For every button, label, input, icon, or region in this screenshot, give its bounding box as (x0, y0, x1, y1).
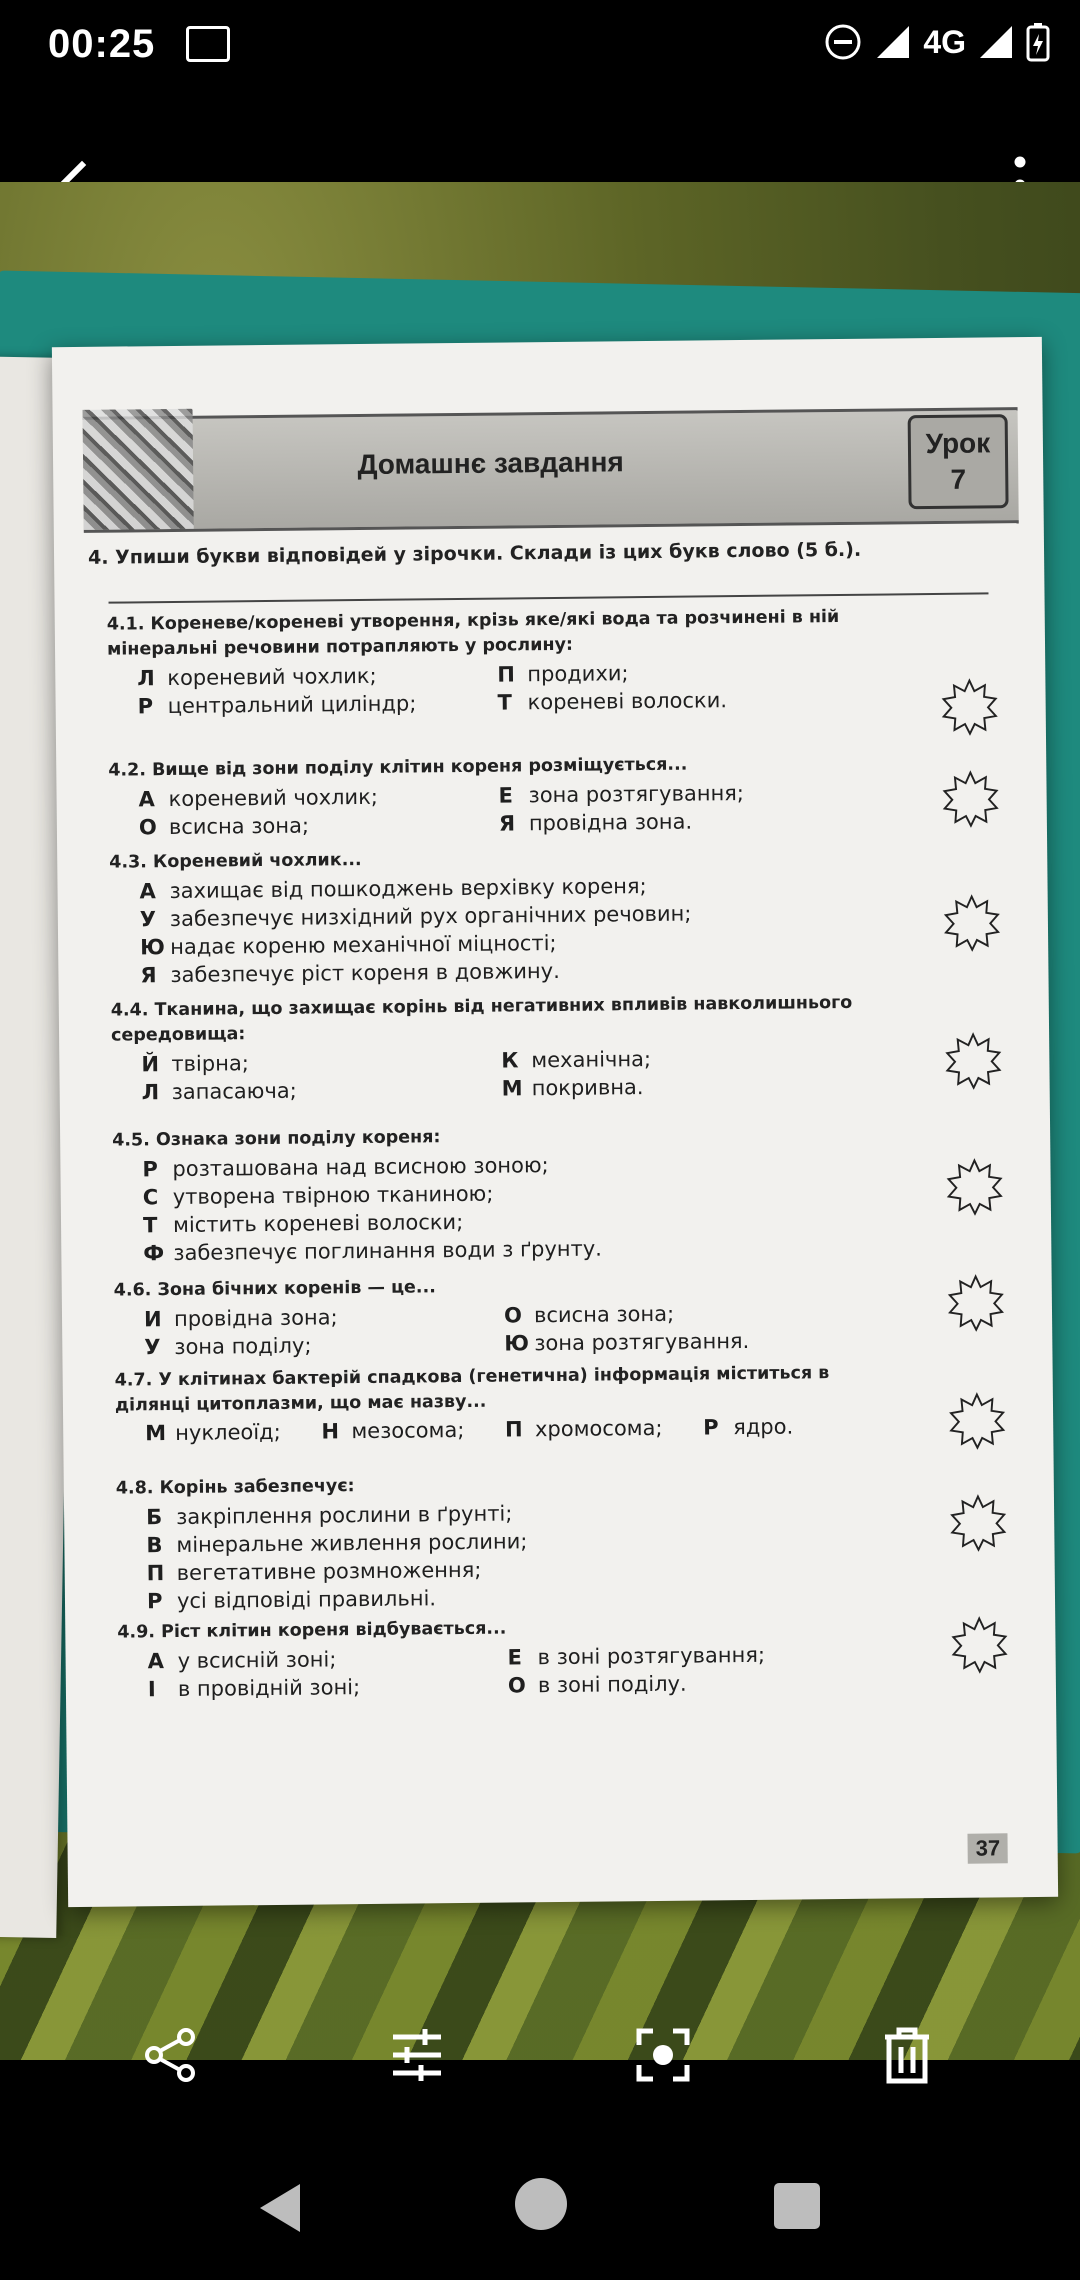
option (145, 1420, 281, 1445)
option (502, 1070, 922, 1102)
lesson-badge (908, 414, 1009, 509)
workbook-page (52, 337, 1058, 1907)
option-text: хромосома; (534, 1415, 663, 1442)
option-letter: Й (141, 1052, 160, 1077)
option (497, 656, 917, 688)
answer-star-icon (940, 677, 999, 736)
option-text: ядро. (733, 1414, 794, 1440)
option-letter: Я (140, 963, 157, 988)
answer-star-icon (944, 1031, 1003, 1090)
option (144, 1330, 494, 1362)
status-time: 00:25 (48, 22, 156, 66)
option-text: вегетативне розмноження; (176, 1557, 482, 1585)
answer-star-icon (949, 1493, 1008, 1552)
option-text: в зоні розтягування; (537, 1642, 766, 1670)
option-text: утворена твірною тканиною; (172, 1181, 494, 1210)
option-letter: А (138, 787, 155, 812)
task-instruction: 4. Упиши букви відповідей у зірочки. Склади із цих букв слово (5 б.). (87, 538, 862, 569)
option-letter: Ф (143, 1241, 165, 1266)
option-text: запасаюча; (171, 1078, 297, 1105)
app-bar (0, 92, 1080, 182)
option-letter: Ю (504, 1331, 530, 1356)
option-text: продихи; (527, 661, 629, 687)
option-letter: Ю (140, 935, 165, 960)
answer-star-icon (950, 1615, 1009, 1674)
option (498, 777, 918, 809)
option-letter: А (147, 1649, 165, 1674)
option-text: містить кореневі волоски; (172, 1209, 464, 1238)
notification-icon (186, 26, 230, 62)
option-letter: Б (145, 1505, 163, 1530)
option-text: покривна. (531, 1075, 644, 1101)
option-letter: А (139, 879, 156, 904)
option-letter: В (146, 1533, 163, 1558)
question-4-9 (117, 1612, 908, 1703)
option-text: кореневі волоски. (527, 688, 728, 715)
option-letter: Е (498, 783, 514, 808)
question-text: 4.9. Ріст клітин кореня відбувається... (117, 1618, 507, 1643)
option-letter: Л (141, 1080, 160, 1105)
option (507, 1639, 927, 1671)
nav-home-button[interactable] (515, 2178, 567, 2230)
option-letter: О (503, 1303, 523, 1328)
question-4-1 (107, 604, 898, 720)
option (147, 1644, 497, 1676)
option-text: провідна зона; (173, 1305, 338, 1331)
option-letter: Р (703, 1415, 719, 1440)
option (505, 1416, 663, 1442)
option-letter: Т (497, 690, 513, 715)
status-icons (823, 22, 1050, 62)
option-text: кореневий чохлик; (167, 663, 377, 691)
option-text: центральний циліндр; (167, 691, 417, 719)
option (499, 805, 919, 837)
option-text: розташована над всисною зоною; (172, 1153, 549, 1182)
question-4-5 (112, 1120, 903, 1267)
dnd-icon (823, 22, 863, 62)
question-text: 4.2. Вище від зони поділу клітин кореня розміщується... (108, 754, 688, 781)
option (504, 1297, 924, 1329)
share-button[interactable] (125, 2010, 215, 2100)
lesson-number: 7 (950, 463, 967, 495)
option-text: зона розтягування. (534, 1328, 750, 1356)
option-letter: Р (137, 694, 154, 719)
option-letter: Л (137, 666, 155, 691)
option-letter: К (501, 1048, 519, 1073)
options (141, 1042, 902, 1106)
delete-button[interactable] (862, 2010, 952, 2100)
option-text: зона розтягування; (528, 781, 745, 808)
option-letter: У (144, 1335, 161, 1360)
option-letter: П (504, 1417, 523, 1442)
options (139, 869, 900, 989)
option-letter: І (147, 1677, 156, 1702)
battery-icon (1026, 22, 1050, 62)
option-letter: П (497, 662, 516, 687)
option-text: зона поділу; (174, 1333, 312, 1359)
option (497, 684, 917, 716)
answer-star-icon (945, 1157, 1004, 1216)
question-text: 4.4. Тканина, що захищає корінь від негативних впливів навколишнього середовища: (110, 992, 853, 1046)
option-letter: Я (498, 811, 516, 836)
status-bar (0, 0, 1080, 92)
answer-star-icon (947, 1273, 1006, 1332)
option-text: механічна; (531, 1046, 652, 1073)
option (138, 782, 488, 814)
option-letter: У (139, 907, 157, 932)
option (148, 1672, 498, 1704)
question-4-8 (116, 1468, 907, 1615)
options (138, 777, 899, 841)
option-text: забезпечує ріст кореня в довжину. (170, 958, 560, 988)
option-text: мезосома; (351, 1417, 465, 1444)
signal-icon (875, 24, 911, 60)
options (144, 1297, 905, 1361)
option (137, 689, 487, 721)
answer-star-icon (941, 769, 1000, 828)
option-letter: М (501, 1076, 523, 1101)
option-text: в провідній зоні; (177, 1675, 361, 1701)
option (141, 1047, 491, 1079)
question-text: 4.5. Ознака зони поділу кореня: (112, 1127, 441, 1151)
options (137, 656, 898, 720)
option-text: твірна; (171, 1051, 249, 1077)
option-text: закріплення рослини в ґрунті; (175, 1501, 513, 1529)
option (139, 810, 489, 842)
nav-back-button[interactable] (250, 2178, 310, 2238)
option-letter: М (145, 1421, 167, 1446)
options (142, 1147, 903, 1267)
page-number: 37 (967, 1833, 1008, 1863)
photo-viewer[interactable] (0, 182, 1080, 2060)
option-letter: Е (507, 1645, 523, 1670)
question-text: 4.3. Кореневий чохлик... (109, 850, 362, 873)
option-letter: О (507, 1673, 526, 1698)
option (504, 1325, 924, 1357)
option-text: усі відповіді правильні. (176, 1586, 437, 1613)
option (501, 1042, 921, 1074)
question-4-3 (109, 842, 900, 989)
question-text: 4.8. Корінь забезпечує: (115, 1476, 355, 1499)
answer-star-icon (943, 893, 1002, 952)
option-text: всисна зона; (168, 813, 310, 840)
share-icon (140, 2025, 200, 2085)
option-text: у всисній зоні; (177, 1647, 337, 1673)
option-text: нуклеоїд; (175, 1419, 281, 1445)
header-banner (83, 407, 1019, 533)
option-text: провідна зона. (528, 809, 693, 836)
option-letter: С (142, 1185, 159, 1210)
option (142, 1075, 492, 1107)
option (144, 1302, 494, 1334)
question-text: 4.7. У клітинах бактерій спадкова (генетична) інформація міститься в ділянці цитоплазми, що має назву... (114, 1363, 830, 1416)
nav-recents-button[interactable] (774, 2183, 820, 2229)
option-letter: И (143, 1307, 162, 1332)
option-text: в зоні поділу. (537, 1671, 687, 1698)
lens-icon (633, 2025, 693, 2085)
tune-icon (387, 2025, 447, 2085)
options (146, 1495, 907, 1615)
options (147, 1639, 908, 1703)
lens-button[interactable] (618, 2010, 708, 2100)
trash-icon (877, 2025, 937, 2085)
option-text: забезпечує низхідний рух органічних речовин; (169, 901, 692, 932)
option (137, 661, 487, 693)
option (508, 1667, 928, 1699)
page-title: Домашнє завдання (357, 446, 624, 481)
option-letter: Т (142, 1213, 158, 1238)
option-letter: Н (321, 1419, 340, 1444)
option (321, 1418, 464, 1443)
option-text: мінеральне живлення рослини; (176, 1529, 528, 1557)
divider (109, 592, 989, 603)
question-4-7 (115, 1360, 906, 1448)
option (703, 1415, 793, 1440)
option-text: всисна зона; (533, 1301, 675, 1328)
question-text: 4.6. Зона бічних коренів — це... (113, 1277, 436, 1301)
option-text: забезпечує поглинання води з ґрунту. (173, 1236, 603, 1266)
question-4-2 (108, 750, 899, 841)
question-text: 4.1. Кореневе/кореневі утворення, крізь яке/які вода та розчинені в ній мінеральні речовини потрапляють у рослину: (106, 606, 840, 660)
question-4-6 (114, 1270, 905, 1361)
option-letter: О (138, 815, 157, 840)
signal-icon-2 (978, 24, 1014, 60)
option-text: захищає від пошкоджень верхівку кореня; (169, 874, 647, 904)
option-letter: П (146, 1561, 165, 1586)
lesson-label: Урок (925, 427, 991, 460)
option-text: кореневий чохлик; (168, 784, 379, 812)
network-type: 4G (923, 23, 966, 60)
question-4-4 (111, 990, 902, 1106)
option-letter: Р (142, 1157, 159, 1182)
edit-button[interactable] (372, 2010, 462, 2100)
answer-star-icon (948, 1391, 1007, 1450)
option-letter: Р (146, 1589, 163, 1614)
option-text: надає кореню механічної міцності; (170, 930, 557, 960)
